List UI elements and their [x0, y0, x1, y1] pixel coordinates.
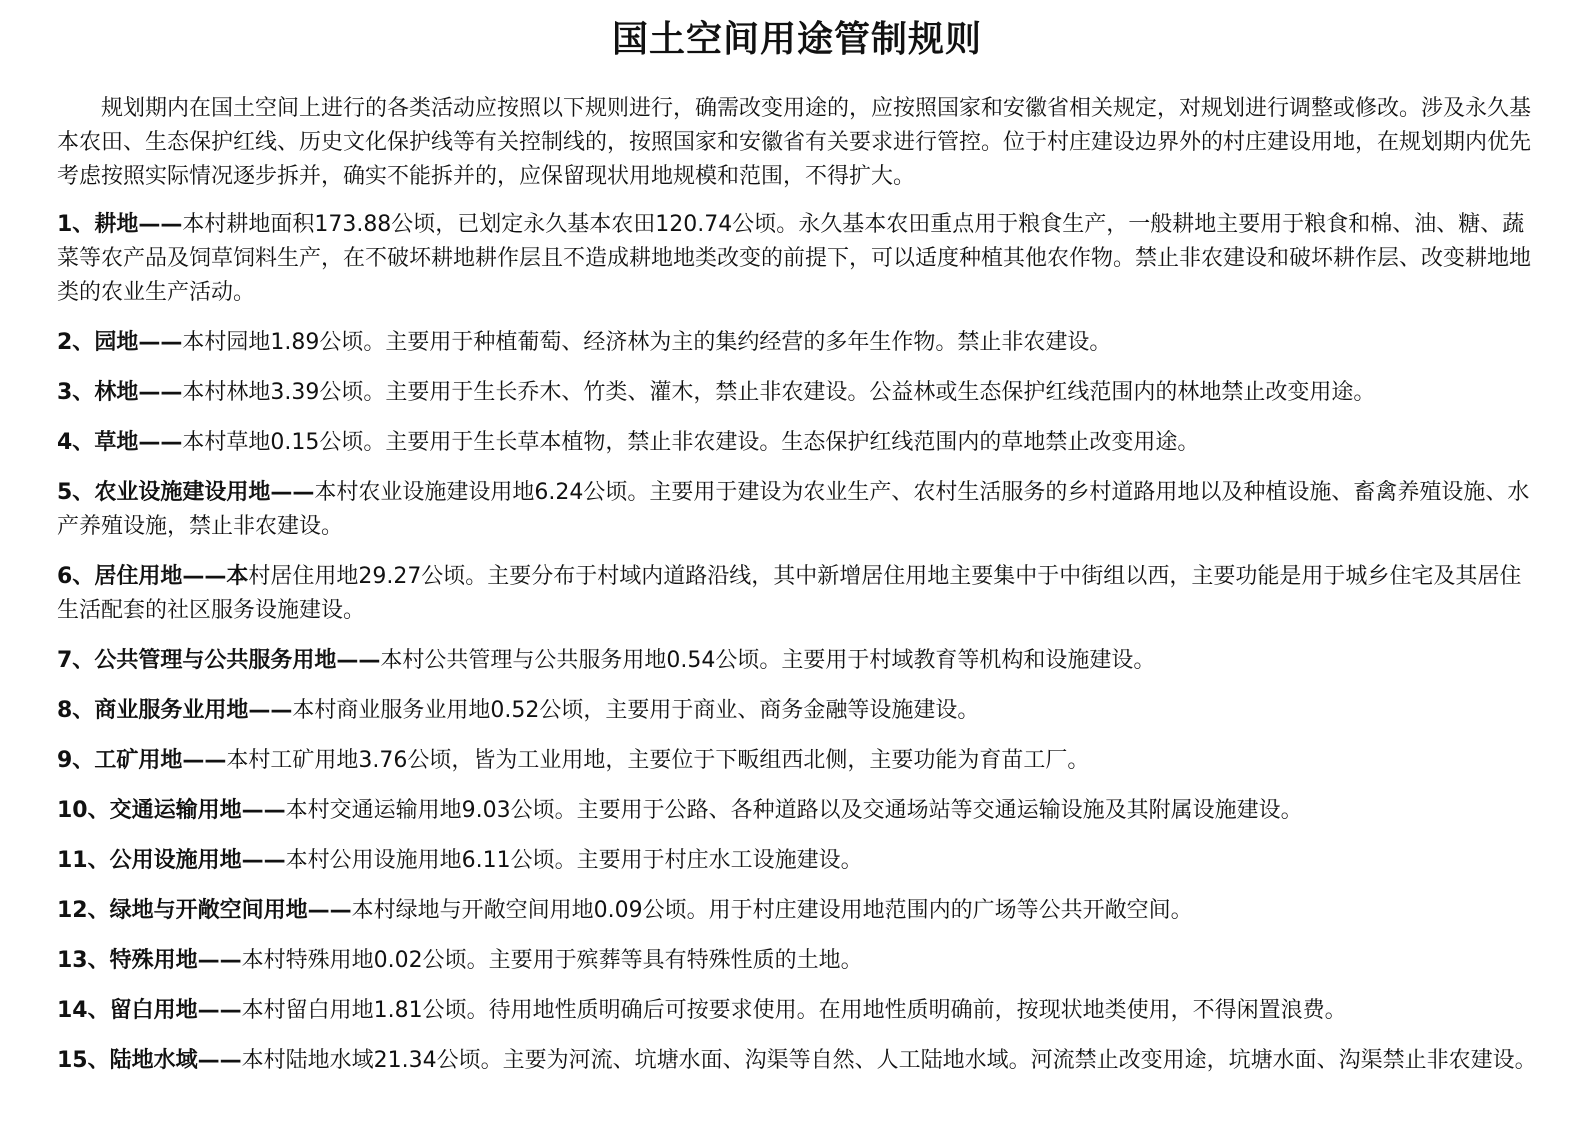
- rule-item: [57, 794, 1537, 828]
- rule-name: 林地——: [94, 380, 183, 405]
- rule-text: 本村商业服务业用地0.52公顷，主要用于商业、商务金融等设施建设。: [292, 698, 980, 723]
- rule-name: 草地——: [94, 430, 183, 455]
- rule-item: [57, 694, 1537, 728]
- rule-item: [57, 560, 1537, 628]
- rule-name: 工矿用地——: [94, 748, 227, 773]
- rule-name: 交通运输用地——: [109, 798, 286, 823]
- rule-name: 农业设施建设用地——: [94, 480, 315, 505]
- rule-text: 本村耕地面积173.88公顷，已划定永久基本农田120.74公顷。永久基本农田重点用于粮食生产，一般耕地主要用于粮食和棉、油、糖、蔬菜等农产品及饲草饲料生产，在不破坏耕地耕作层且不造成耕地地类改变的前提下，可以适度种植其他农作物。禁止非农建设和破坏耕作层、改变耕地地类的农业生产活动。: [57, 212, 1532, 305]
- rule-name: 商业服务业用地——: [94, 698, 293, 723]
- rule-number: 12、: [57, 898, 110, 923]
- rule-number: 9、: [57, 748, 95, 773]
- rule-number: 15、: [57, 1048, 110, 1073]
- rule-name: 园地——: [94, 330, 183, 355]
- rule-number: 11、: [57, 848, 110, 873]
- rule-number: 13、: [57, 948, 110, 973]
- rule-number: 6、: [57, 564, 95, 589]
- rule-item: [57, 208, 1537, 310]
- rule-number: 14、: [57, 998, 110, 1023]
- rule-number: 10、: [57, 798, 110, 823]
- rule-number: 5、: [57, 480, 95, 505]
- rule-text: 本村农业设施建设用地6.24公顷。主要用于建设为农业生产、农村生活服务的乡村道路用地以及种植设施、畜禽养殖设施、水产养殖设施，禁止非农建设。: [57, 480, 1530, 539]
- rule-item: [57, 644, 1537, 678]
- rule-name: 居住用地——本: [94, 564, 249, 589]
- rule-text: 本村园地1.89公顷。主要用于种植葡萄、经济林为主的集约经营的多年生作物。禁止非农建设。: [182, 330, 1112, 355]
- rule-text: 本村留白用地1.81公顷。待用地性质明确后可按要求使用。在用地性质明确前，按现状地类使用，不得闲置浪费。: [241, 998, 1347, 1023]
- rule-name: 公共管理与公共服务用地——: [94, 648, 381, 673]
- rule-text: 本村公用设施用地6.11公顷。主要用于村庄水工设施建设。: [285, 848, 863, 873]
- rule-name: 留白用地——: [109, 998, 242, 1023]
- page-title: 国土空间用途管制规则: [611, 19, 982, 60]
- rule-text: 本村绿地与开敞空间用地0.09公顷。用于村庄建设用地范围内的广场等公共开敞空间。: [351, 898, 1193, 923]
- rule-item: [57, 944, 1537, 978]
- rule-number: 4、: [57, 430, 95, 455]
- rule-text: 本村林地3.39公顷。主要用于生长乔木、竹类、灌木，禁止非农建设。公益林或生态保护红线范围内的林地禁止改变用途。: [182, 380, 1376, 405]
- rule-name: 陆地水域——: [109, 1048, 242, 1073]
- rule-number: 2、: [57, 330, 95, 355]
- rule-item: [57, 744, 1537, 778]
- rule-name: 特殊用地——: [109, 948, 242, 973]
- rule-number: 8、: [57, 698, 95, 723]
- rule-item: [57, 326, 1537, 360]
- rule-item: [57, 844, 1537, 878]
- rule-number: 3、: [57, 380, 95, 405]
- rule-number: 7、: [57, 648, 95, 673]
- rule-text: 本村公共管理与公共服务用地0.54公顷。主要用于村域教育等机构和设施建设。: [380, 648, 1156, 673]
- intro-paragraph: 规划期内在国土空间上进行的各类活动应按照以下规则进行，确需改变用途的，应按照国家和安徽省相关规定，对规划进行调整或修改。涉及永久基本农田、生态保护红线、历史文化保护线等有关控制线的，按照国家和安徽省有关要求进行管控。位于村庄建设边界外的村庄建设用地，在规划期内优先考虑按照实际情况逐步拆并，确实不能拆并的，应保留现状用地规模和范围，不得扩大。: [57, 96, 1532, 189]
- rule-item: [57, 376, 1537, 410]
- rule-item: [57, 426, 1537, 460]
- rule-item: [57, 994, 1537, 1028]
- rule-text: 本村工矿用地3.76公顷，皆为工业用地，主要位于下畈组西北侧，主要功能为育苗工厂。: [226, 748, 1090, 773]
- rule-item: [57, 1044, 1537, 1078]
- rule-item: [57, 894, 1537, 928]
- rule-text: 本村交通运输用地9.03公顷。主要用于公路、各种道路以及交通场站等交通运输设施及其附属设施建设。: [285, 798, 1303, 823]
- rule-text: 本村草地0.15公顷。主要用于生长草本植物，禁止非农建设。生态保护红线范围内的草地禁止改变用途。: [182, 430, 1200, 455]
- rule-item: [57, 476, 1537, 544]
- rule-text: 本村陆地水域21.34公顷。主要为河流、坑塘水面、沟渠等自然、人工陆地水域。河流禁止改变用途，坑塘水面、沟渠禁止非农建设。: [241, 1048, 1537, 1073]
- rule-text: 村居住用地29.27公顷。主要分布于村域内道路沿线，其中新增居住用地主要集中于中街组以西，主要功能是用于城乡住宅及其居住生活配套的社区服务设施建设。: [57, 564, 1522, 623]
- rule-text: 本村特殊用地0.02公顷。主要用于殡葬等具有特殊性质的土地。: [241, 948, 863, 973]
- rule-name: 绿地与开敞空间用地——: [109, 898, 352, 923]
- rule-name: 公用设施用地——: [109, 848, 286, 873]
- rule-name: 耕地——: [94, 212, 183, 237]
- document: [57, 14, 1537, 1094]
- rule-number: 1、: [57, 212, 95, 237]
